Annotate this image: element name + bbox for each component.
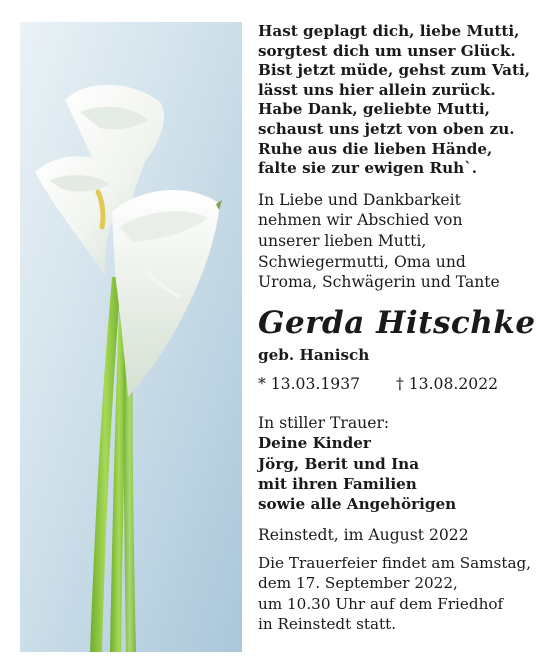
intro-line: In Liebe und Dankbarkeit [258,190,461,209]
obituary-text [258,22,540,634]
poem [258,22,540,179]
poem-line: Bist jetzt müde, gehst zum Vati, [258,61,531,80]
death-date: † 13.08.2022 [396,374,499,393]
intro-text [258,190,540,293]
intro-line: Uroma, Schwägerin und Tante [258,273,500,292]
mourners [258,413,540,515]
intro-line: nehmen wir Abschied von [258,211,463,230]
maiden-name: geb. Hanisch [258,345,370,364]
poem-line: schaust uns jetzt von oben zu. [258,119,515,138]
mourner-line: Jörg, Berit und Ina [258,454,420,473]
notice-line: um 10.30 Uhr auf dem Friedhof [258,594,504,613]
mourner-line: sowie alle Angehörigen [258,495,457,514]
calla-lily-icon [20,22,242,652]
poem-line: Habe Dank, geliebte Mutti, [258,100,490,119]
poem-line: falte sie zur ewigen Ruh`. [258,159,478,178]
deceased-name: Gerda Hitschke [258,304,536,341]
intro-line: Schwiegermutti, Oma und [258,252,466,271]
mourner-line: Deine Kinder [258,434,371,453]
life-dates [258,374,540,394]
poem-line: sorgtest dich um unser Glück. [258,41,516,60]
poem-line: lässt uns hier allein zurück. [258,80,496,99]
calla-lily-photo [20,22,242,652]
poem-line: Ruhe aus die lieben Hände, [258,139,493,158]
intro-line: unserer lieben Mutti, [258,231,427,250]
notice-line: Die Trauerfeier findet am Samstag, [258,553,532,572]
place-date: Reinstedt, im August 2022 [258,525,469,544]
poem-line: Hast geplagt dich, liebe Mutti, [258,22,520,40]
notice-line: in Reinstedt statt. [258,614,397,633]
mourner-line: mit ihren Familien [258,474,417,493]
mourners-heading: In stiller Trauer: [258,413,390,432]
funeral-notice [258,553,540,635]
notice-line: dem 17. September 2022, [258,574,458,593]
birth-date: * 13.03.1937 [258,374,361,393]
